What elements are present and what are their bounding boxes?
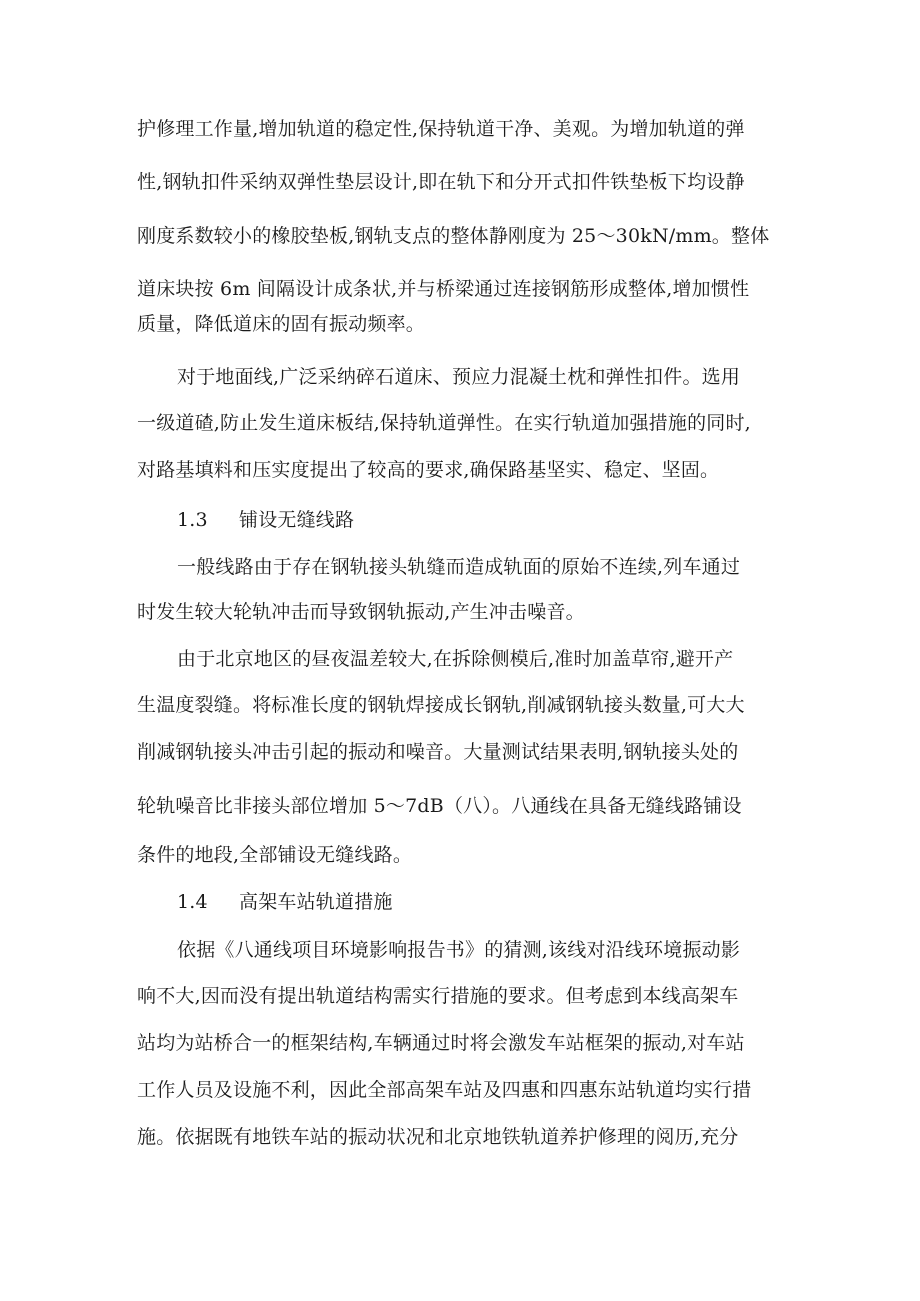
text-line: 施。依据既有地铁车站的振动状况和北京地铁轨道养护修理的阅历,充分 bbox=[137, 1126, 739, 1148]
section-heading bbox=[177, 508, 354, 532]
text-line: 刚度系数较小的橡胶垫板,钢轨支点的整体静刚度为 25～30kN/mm。整体 bbox=[137, 225, 770, 247]
text-line: 对路基填料和压实度提出了较高的要求,确保路基坚实、稳定、坚固。 bbox=[137, 459, 720, 481]
text-line: 削减钢轨接头冲击引起的振动和噪音。大量测试结果表明,钢轨接头处的 bbox=[137, 741, 739, 763]
section-number: 1.4 bbox=[177, 891, 208, 913]
text-line: 一级道碴,防止发生道床板结,保持轨道弹性。在实行轨道加强措施的同时, bbox=[137, 412, 751, 434]
section-title: 铺设无缝线路 bbox=[239, 509, 355, 531]
section-number: 1.3 bbox=[177, 509, 208, 531]
text-line: 工作人员及设施不利，因此全部高架车站及四惠和四惠东站轨道均实行措 bbox=[137, 1079, 752, 1101]
section-title: 高架车站轨道措施 bbox=[239, 891, 393, 913]
text-line: 依据《八通线项目环境影响报告书》的猜测,该线对沿线环境振动影 bbox=[177, 939, 741, 961]
text-line: 质量，降低道床的固有振动频率。 bbox=[137, 313, 426, 335]
text-line: 站均为站桥合一的框架结构,车辆通过时将会激发车站框架的振动,对车站 bbox=[137, 1032, 745, 1054]
text-line: 条件的地段,全部铺设无缝线路。 bbox=[137, 844, 413, 866]
text-line: 时发生较大轮轨冲击而导致钢轨振动,产生冲击噪音。 bbox=[137, 601, 585, 623]
text-line: 护修理工作量,增加轨道的稳定性,保持轨道干净、美观。为增加轨道的弹 bbox=[137, 118, 745, 140]
text-line: 响不大,因而没有提出轨道结构需实行措施的要求。但考虑到本线高架车 bbox=[137, 985, 739, 1007]
section-heading bbox=[177, 890, 393, 914]
text-line: 道床块按 6m 间隔设计成条状,并与桥梁通过连接钢筋形成整体,增加惯性 bbox=[137, 278, 750, 300]
text-line: 性,钢轨扣件采纳双弹性垫层设计,即在轨下和分开式扣件铁垫板下均设静 bbox=[137, 171, 745, 193]
text-line: 对于地面线,广泛采纳碎石道床、预应力混凝土枕和弹性扣件。选用 bbox=[177, 366, 741, 388]
text-line: 由于北京地区的昼夜温差较大,在拆除侧模后,准时加盖草帘,避开产 bbox=[177, 648, 734, 670]
text-line: 轮轨噪音比非接头部位增加 5～7dB（八）。八通线在具备无缝线路铺设 bbox=[137, 795, 742, 817]
text-line: 一般线路由于存在钢轨接头轨缝而造成轨面的原始不连续,列车通过 bbox=[177, 556, 741, 578]
text-line: 生温度裂缝。将标准长度的钢轨焊接成长钢轨,削减钢轨接头数量,可大大 bbox=[137, 694, 745, 716]
